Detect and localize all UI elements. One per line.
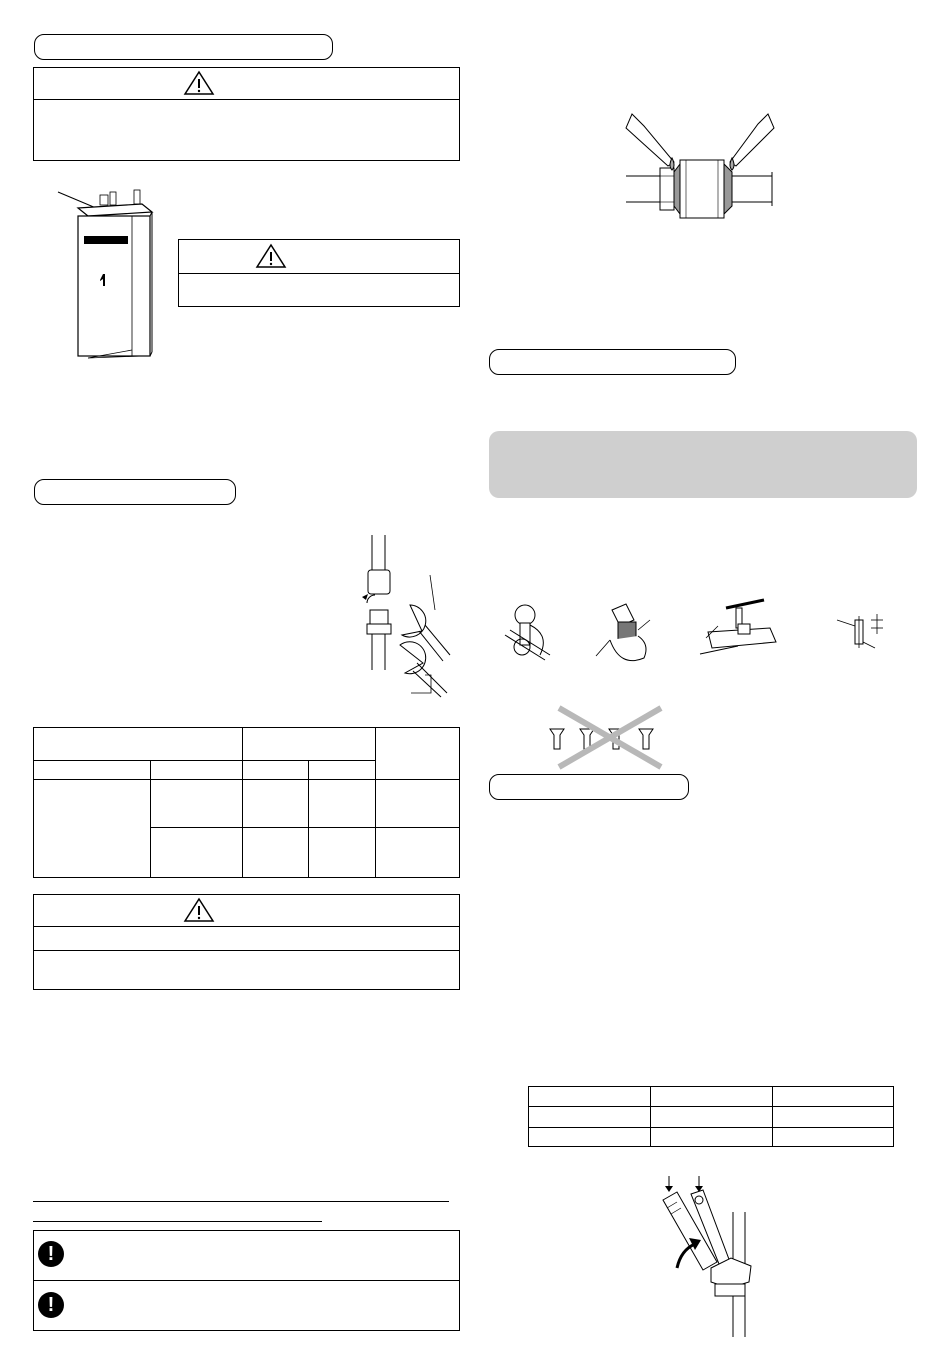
mandatory-exclamation-icon: ! (38, 1292, 64, 1318)
torque-table (33, 727, 460, 878)
flare-oil-illustration (622, 112, 782, 222)
mandatory-exclamation-icon: ! (38, 1241, 64, 1267)
torque-wrench-illustration (655, 1172, 765, 1337)
warning-triangle-icon (184, 898, 214, 922)
section-header-3 (489, 349, 736, 375)
flare-nut-wrench-illustration (355, 535, 455, 695)
reamer-illustration (592, 600, 662, 670)
warning-box-2 (178, 239, 460, 307)
warning-box-1 (33, 67, 460, 161)
warning-triangle-icon (184, 71, 214, 95)
section-header-4 (489, 774, 689, 800)
section-header-2 (34, 479, 236, 505)
section-header-1 (34, 34, 333, 60)
warning-triangle-icon (256, 244, 286, 268)
pipe-cutter-illustration (500, 595, 560, 665)
incorrect-flare-shapes-illustration (545, 705, 670, 770)
mandatory-box (33, 1230, 460, 1331)
underline-1 (33, 1201, 449, 1202)
warning-box-3 (33, 894, 460, 990)
indoor-unit-illustration (52, 180, 162, 365)
flaring-tool-illustration (698, 598, 778, 660)
note-banner (489, 431, 917, 498)
tightening-table (528, 1086, 894, 1147)
underline-2 (33, 1221, 322, 1222)
flare-dimension-illustration (835, 612, 885, 652)
